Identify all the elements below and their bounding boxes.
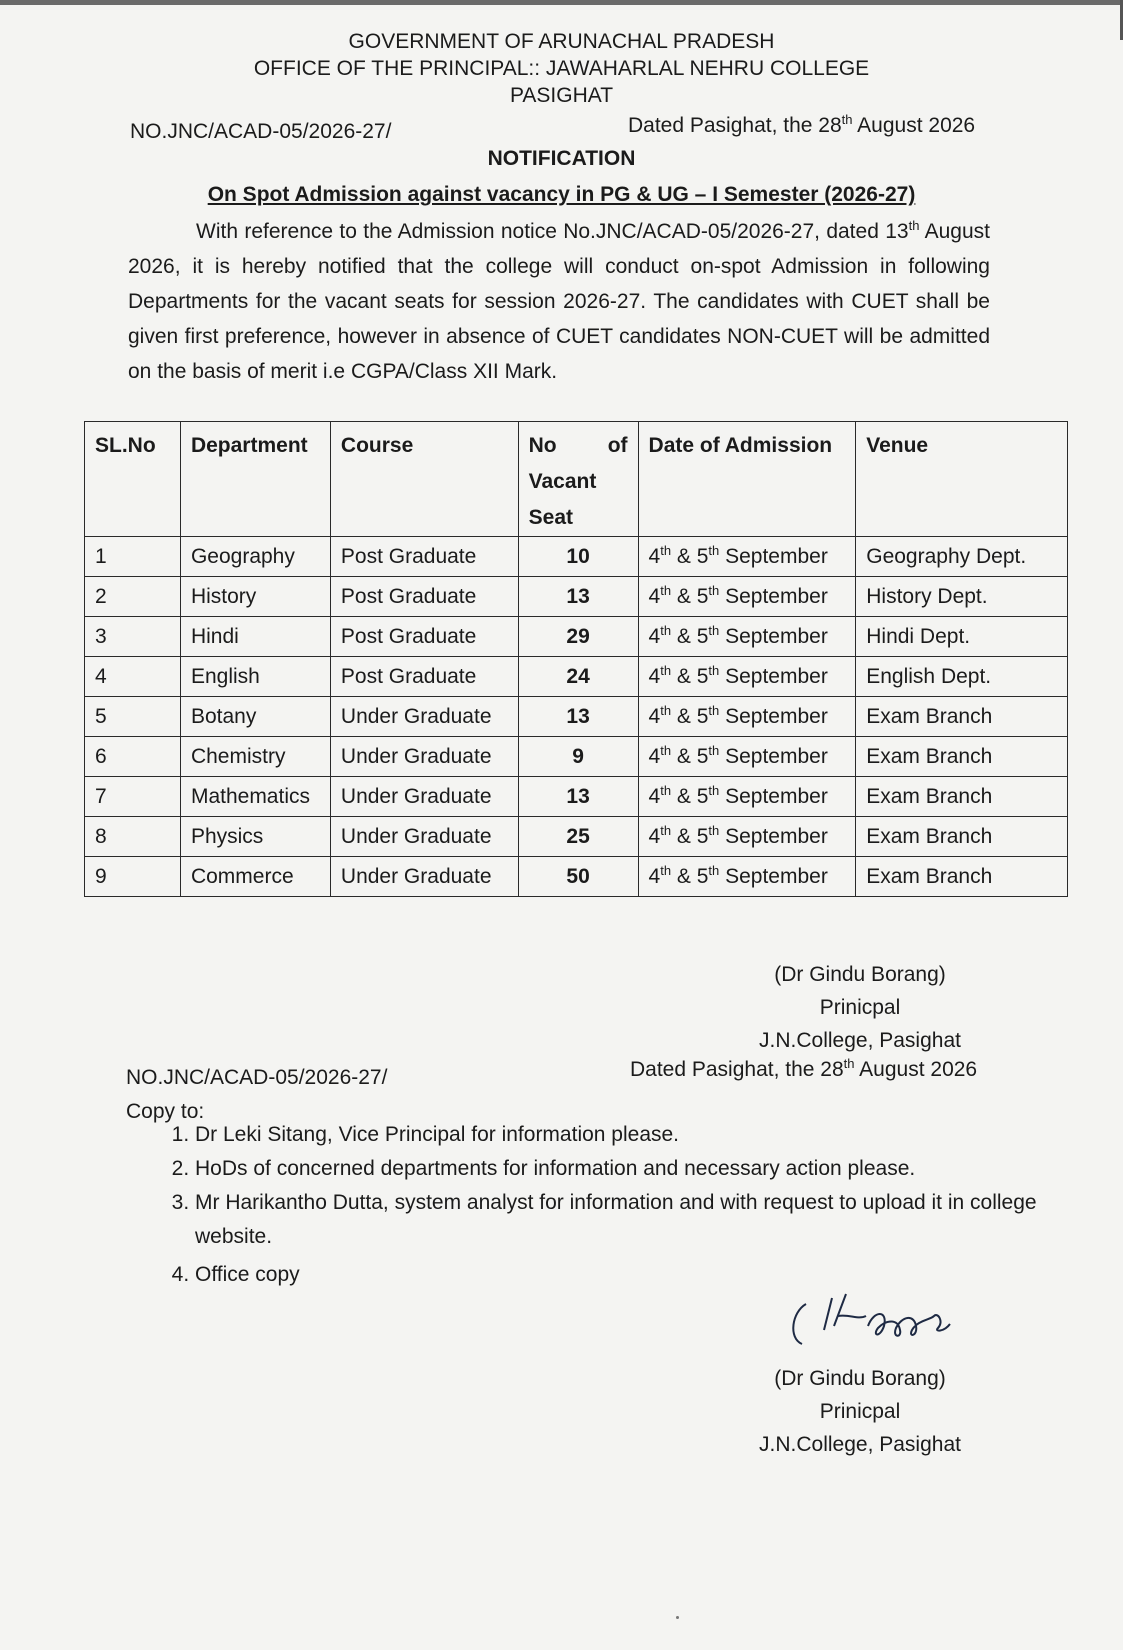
list-item: 1. Dr Leki Sitang, Vice Principal for information please. [195,1118,1055,1152]
cell-department: Hindi [180,617,330,657]
signatory-block-bottom [700,1362,1020,1461]
table-row [85,657,1068,697]
cell-department: Botany [180,697,330,737]
cell-course: Post Graduate [330,657,518,697]
signatory-org: J.N.College, Pasighat [759,1029,961,1052]
header-date: Date of Admission [638,422,856,537]
cell-course: Post Graduate [330,617,518,657]
body-paragraph: With reference to the Admission notice No.JNC/ACAD-05/2026-27, dated 13th August 2026, it is hereby notified that the college will conduct on-spot Admission in following Departments for the vacant seats for session 2026-27. The candidates with CUET shall be given first preference, however in absence of CUET candidates NON-CUET will be admitted on the basis of merit i.e CGPA/Class XII Mark. [128,218,990,383]
cell-vacant-seats: 9 [518,737,638,777]
cell-slno: 6 [85,737,181,777]
handwritten-signature [788,1286,988,1356]
cell-department: Mathematics [180,777,330,817]
table-row [85,817,1068,857]
reference-number-copy: NO.JNC/ACAD-05/2026-27/ [126,1066,388,1089]
cell-venue: Exam Branch [856,697,1068,737]
cell-course: Post Graduate [330,577,518,617]
cell-vacant-seats: 13 [518,577,638,617]
admission-table [84,421,1068,897]
cell-date: 4th & 5th September [638,777,856,817]
cell-venue: Exam Branch [856,817,1068,857]
cell-venue: Geography Dept. [856,537,1068,577]
table-row [85,777,1068,817]
scan-edge [0,0,1123,5]
list-item: 2. HoDs of concerned departments for information and necessary action please. [195,1152,1055,1186]
cell-vacant-seats: 10 [518,537,638,577]
cell-slno: 9 [85,857,181,897]
notification-title: NOTIFICATION [487,147,636,170]
cell-vacant-seats: 24 [518,657,638,697]
table-row [85,857,1068,897]
header-line-2: OFFICE OF THE PRINCIPAL:: JAWAHARLAL NEHRU COLLEGE [253,57,870,80]
cell-slno: 4 [85,657,181,697]
signatory-name: (Dr Gindu Borang) [774,963,946,986]
cell-venue: Exam Branch [856,777,1068,817]
table-row [85,537,1068,577]
header-line-1: GOVERNMENT OF ARUNACHAL PRADESH [348,30,775,53]
header-course: Course [330,422,518,537]
header-department: Department [180,422,330,537]
cell-venue: Hindi Dept. [856,617,1068,657]
cell-course: Under Graduate [330,777,518,817]
cell-venue: Exam Branch [856,857,1068,897]
cell-department: History [180,577,330,617]
cell-vacant-seats: 29 [518,617,638,657]
table-row [85,697,1068,737]
cell-slno: 8 [85,817,181,857]
cell-slno: 2 [85,577,181,617]
reference-number: NO.JNC/ACAD-05/2026-27/ [130,120,392,143]
cell-course: Under Graduate [330,737,518,777]
table-header-row [85,422,1068,537]
table-row [85,617,1068,657]
cell-vacant-seats: 13 [518,777,638,817]
list-item: 3. Mr Harikantho Dutta, system analyst for information and with request to upload it in college website. [195,1186,1055,1254]
cell-venue: Exam Branch [856,737,1068,777]
cell-vacant-seats: 13 [518,697,638,737]
cell-department: Chemistry [180,737,330,777]
cell-department: English [180,657,330,697]
cell-venue: History Dept. [856,577,1068,617]
header-vacant-seats: No of Vacant Seat [518,422,638,537]
list-item: 4. Office copy [195,1258,1055,1292]
cell-slno: 5 [85,697,181,737]
table-row [85,737,1068,777]
cell-course: Post Graduate [330,537,518,577]
cell-course: Under Graduate [330,857,518,897]
signatory-title: Prinicpal [819,1400,901,1423]
date-line: Dated Pasighat, the 28th August 2026 [628,112,976,137]
cell-course: Under Graduate [330,697,518,737]
cell-date: 4th & 5th September [638,617,856,657]
cell-date: 4th & 5th September [638,657,856,697]
cell-department: Physics [180,817,330,857]
copy-to-label: Copy to: [126,1100,205,1123]
scan-speck [676,1616,679,1619]
table-row [85,577,1068,617]
cell-department: Geography [180,537,330,577]
cell-vacant-seats: 25 [518,817,638,857]
signatory-block-top [700,958,1020,1057]
cell-vacant-seats: 50 [518,857,638,897]
header-venue: Venue [856,422,1068,537]
cell-date: 4th & 5th September [638,537,856,577]
header-line-3: PASIGHAT [509,84,614,107]
cell-slno: 3 [85,617,181,657]
cell-slno: 1 [85,537,181,577]
copy-to-list [150,1118,1055,1292]
cell-date: 4th & 5th September [638,737,856,777]
signatory-org: J.N.College, Pasighat [759,1433,961,1456]
cell-date: 4th & 5th September [638,697,856,737]
cell-department: Commerce [180,857,330,897]
cell-date: 4th & 5th September [638,817,856,857]
notification-subject: On Spot Admission against vacancy in PG & UG – I Semester (2026-27) [207,183,916,206]
cell-venue: English Dept. [856,657,1068,697]
header-slno: SL.No [85,422,181,537]
cell-slno: 7 [85,777,181,817]
signatory-name: (Dr Gindu Borang) [774,1367,946,1390]
date-line-copy: Dated Pasighat, the 28th August 2026 [630,1056,978,1081]
cell-date: 4th & 5th September [638,857,856,897]
cell-date: 4th & 5th September [638,577,856,617]
signatory-title: Prinicpal [819,996,901,1019]
cell-course: Under Graduate [330,817,518,857]
